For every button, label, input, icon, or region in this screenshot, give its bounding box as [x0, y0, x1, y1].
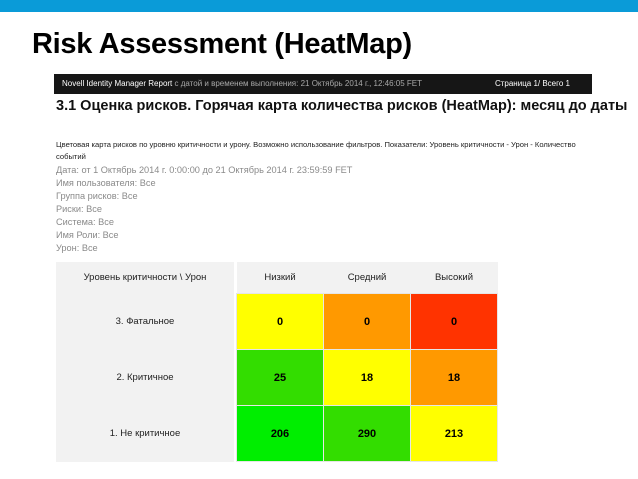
heatmap-cell: 0	[324, 294, 411, 350]
report-title: 3.1 Оценка рисков. Горячая карта количества рисков (HeatMap): месяц до даты	[56, 98, 628, 114]
column-header-high: Высокий	[411, 262, 498, 294]
heatmap-cell: 213	[411, 406, 498, 462]
risk-heatmap	[56, 262, 498, 462]
report-description: Цветовая карта рисков по уровню критичности и урону. Возможно использование фильтров. Показатели: Уровень критичности - Урон - Количество событий	[56, 140, 576, 161]
row-header-fatal: 3. Фатальное	[56, 294, 234, 350]
row-header-non-critical: 1. Не критичное	[56, 406, 234, 462]
heatmap-header-row	[56, 262, 498, 294]
report-product: Novell Identity Manager Report	[62, 79, 173, 88]
slide-title: Risk Assessment (HeatMap)	[32, 28, 412, 60]
heatmap-cell: 0	[411, 294, 498, 350]
heatmap-cell: 25	[237, 350, 324, 406]
report-timestamp: с датой и временем выполнения: 21 Октябрь 2014 г., 12:46:05 FET	[174, 79, 423, 88]
heatmap-cell: 206	[237, 406, 324, 462]
heatmap-cell: 18	[411, 350, 498, 406]
filter-date: Дата: от 1 Октябрь 2014 г. 0:00:00 до 21 Октябрь 2014 г. 23:59:59 FET	[56, 165, 353, 175]
top-accent-bar	[0, 0, 638, 12]
filter-risk-group: Группа рисков: Все	[56, 191, 138, 201]
heatmap-corner-label: Уровень критичности \ Урон	[56, 262, 234, 294]
filter-user: Имя пользователя: Все	[56, 178, 156, 188]
heatmap-row	[56, 294, 498, 350]
report-header	[54, 74, 592, 94]
filter-risks: Риски: Все	[56, 204, 102, 214]
filter-system: Система: Все	[56, 217, 114, 227]
heatmap-cell: 290	[324, 406, 411, 462]
heatmap-row	[56, 350, 498, 406]
heatmap-cell: 18	[324, 350, 411, 406]
heatmap-cell: 0	[237, 294, 324, 350]
row-header-critical: 2. Критичное	[56, 350, 234, 406]
filter-list	[56, 164, 352, 255]
column-header-low: Низкий	[237, 262, 324, 294]
heatmap-row	[56, 406, 498, 462]
filter-damage: Урон: Все	[56, 243, 98, 253]
filter-role: Имя Роли: Все	[56, 230, 119, 240]
page-info: Страница 1/ Всего 1	[494, 79, 570, 88]
column-header-medium: Средний	[324, 262, 411, 294]
